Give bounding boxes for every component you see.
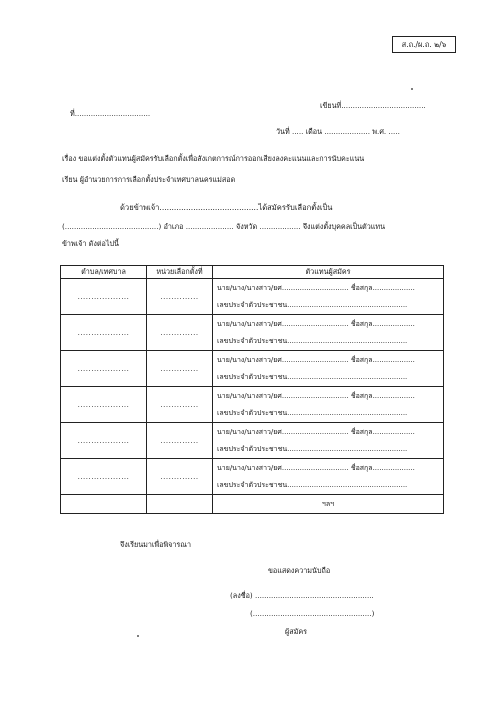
body-line-1: ด้วยข้าพเจ้า.........................................ได้สมัครรับเลือกตั้งเป็น <box>120 203 333 212</box>
subdistrict-cell: ................... <box>61 459 147 495</box>
body-line-2: (.........................................) อำเภอ ..................... จังหวัด .................. จึงแต่งตั้งบุคคลเป็นตัวแทน <box>62 222 386 231</box>
id-line: เลขประจำตัวประชาชน...................................................... <box>217 480 408 489</box>
place-line: ที่................................. <box>70 109 151 118</box>
etc-cell: ฯลฯ <box>213 495 444 514</box>
unit-cell: .............. <box>147 387 213 423</box>
name-line: นาย/นาง/นางสาว/ยศ.............................. ชื่อสกุล................... <box>217 319 415 328</box>
representative-cell <box>213 423 444 459</box>
name-line: นาย/นาง/นางสาว/ยศ.............................. ชื่อสกุล................... <box>217 463 415 472</box>
form-code-box <box>392 36 456 53</box>
unit-cell: .............. <box>147 279 213 315</box>
table-row <box>61 387 444 423</box>
form-code: ส.ถ./ผ.ถ. ๒/๖ <box>401 40 447 49</box>
name-line: นาย/นาง/นางสาว/ยศ.............................. ชื่อสกุล................... <box>217 355 415 364</box>
id-line: เลขประจำตัวประชาชน...................................................... <box>217 444 408 453</box>
date-line: วันที่ ..... เดือน .................... พ.ศ. ..... <box>276 127 400 136</box>
table-row <box>61 423 444 459</box>
table-row-etc <box>61 495 444 514</box>
name-parenthesis-line: (....................................................) <box>250 609 375 618</box>
subdistrict-cell: ................... <box>61 351 147 387</box>
representative-cell <box>213 351 444 387</box>
written-at-line: เขียนที่..................................... <box>320 101 426 110</box>
recipient-line: เรียน ผู้อำนวยการการเลือกตั้งประจำเทศบาลนครแม่สอด <box>62 175 236 184</box>
name-line: นาย/นาง/นางสาว/ยศ.............................. ชื่อสกุล................... <box>217 283 415 292</box>
scan-speck <box>137 635 139 637</box>
table-row <box>61 315 444 351</box>
unit-cell: .............. <box>147 459 213 495</box>
column-header: หน่วยเลือกตั้งที่ <box>147 266 213 279</box>
subdistrict-cell: ................... <box>61 387 147 423</box>
unit-cell: .............. <box>147 423 213 459</box>
body-line-3: ข้าพเจ้า ดังต่อไปนี้ <box>62 239 119 248</box>
signature-line: (ลงชื่อ) .................................................... <box>230 591 374 600</box>
table-header-row <box>61 266 444 279</box>
representative-cell <box>213 459 444 495</box>
table-row <box>61 351 444 387</box>
subject-line: เรื่อง ขอแต่งตั้งตัวแทนผู้สมัครรับเลือกตั้งเพื่อสังเกตการณ์การออกเสียงลงคะแนนและการนับคะแนน <box>62 154 365 163</box>
scan-speck <box>411 88 413 90</box>
id-line: เลขประจำตัวประชาชน...................................................... <box>217 372 408 381</box>
subdistrict-cell: ................... <box>61 279 147 315</box>
representative-cell <box>213 387 444 423</box>
name-line: นาย/นาง/นางสาว/ยศ.............................. ชื่อสกุล................... <box>217 391 415 400</box>
role-label: ผู้สมัคร <box>285 627 308 636</box>
id-line: เลขประจำตัวประชาชน...................................................... <box>217 300 408 309</box>
column-header: ตัวแทนผู้สมัคร <box>213 266 444 279</box>
empty-cell <box>147 495 213 514</box>
empty-cell <box>61 495 147 514</box>
subdistrict-cell: ................... <box>61 315 147 351</box>
id-line: เลขประจำตัวประชาชน...................................................... <box>217 336 408 345</box>
for-consideration-text: จึงเรียนมาเพื่อพิจารณา <box>120 540 191 549</box>
table-row <box>61 459 444 495</box>
table-row <box>61 279 444 315</box>
unit-cell: .............. <box>147 351 213 387</box>
column-header: ตำบล/เทศบาล <box>61 266 147 279</box>
subdistrict-cell: ................... <box>61 423 147 459</box>
representative-cell <box>213 279 444 315</box>
representatives-table <box>60 265 444 514</box>
representative-cell <box>213 315 444 351</box>
respect-text: ขอแสดงความนับถือ <box>268 566 331 575</box>
unit-cell: .............. <box>147 315 213 351</box>
id-line: เลขประจำตัวประชาชน...................................................... <box>217 408 408 417</box>
name-line: นาย/นาง/นางสาว/ยศ.............................. ชื่อสกุล................... <box>217 427 415 436</box>
